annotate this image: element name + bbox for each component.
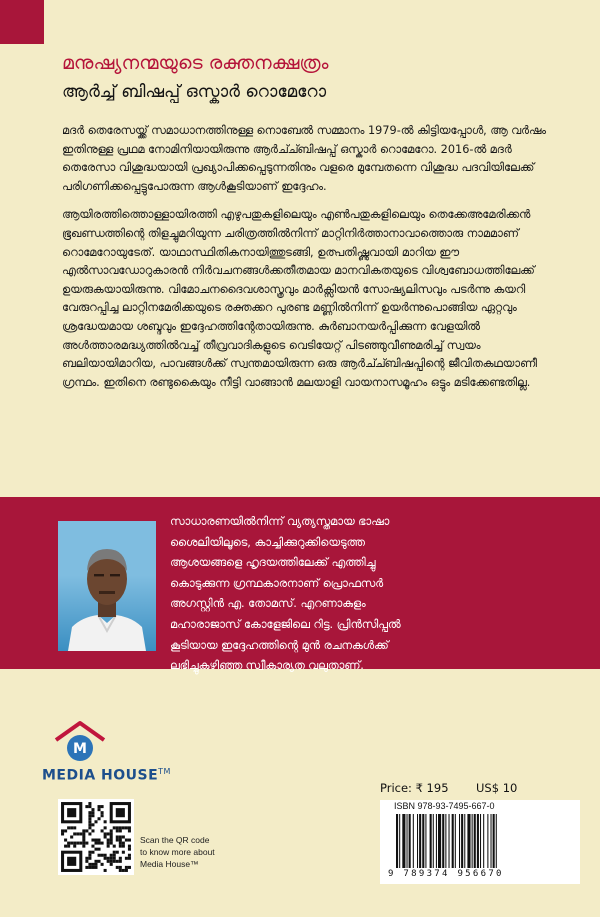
blurb-paragraph: മദർ തെരേസയ്ക്ക് സമാധാനത്തിനുള്ള നൊബേൽ സമ്മാനം 1979-ൽ കിട്ടിയപ്പോൾ, ആ വർഷം ഇതിനുള്ള പ്രഥമ നോമിനിയായിരുന്നു ആർച്ച്ബിഷപ്പ് ഒസ്കാർ റൊമേറോ. 2016-ൽ മദർ തെരേസാ വിശുദ്ധയായി പ്രഖ്യാപിക്കപ്പെടുന്നതിനും വളരെ മുമ്പേതന്നെ വിശുദ്ധ പദവിയിലേക്ക് പരിഗണിക്കപ്പെട്ടുപോരുന്ന ആൾകൂടിയാണ് ഇദ്ദേഹം. <box>62 124 547 193</box>
blurb <box>62 122 560 402</box>
trademark: TM <box>158 767 171 776</box>
author-bio-line: സാധാരണയിൽനിന്ന് വ്യത്യസ്തമായ ഭാഷാ <box>170 515 390 528</box>
qr-code[interactable] <box>58 799 134 875</box>
corner-accent <box>0 0 44 44</box>
author-bio-line: മഹാരാജാസ് കോളേജിലെ റിട്ട. പ്രിൻസിപ്പൽ <box>170 617 401 631</box>
author-bio-line: ലഭിച്ചുകഴിഞ്ഞ സ്വീകാര്യത വലുതാണ്. <box>170 659 364 673</box>
price-usd: US$ 10 <box>476 781 518 795</box>
author-bio-line: ആശയങ്ങളെ ഹൃദയത്തിലേക്ക് എത്തിച്ചു <box>170 556 376 570</box>
logo-letter: M <box>73 741 87 757</box>
qr-caption-line: Scan the QR code <box>140 835 210 845</box>
author-bio-line: കൂടിയായ ഇദ്ദേഹത്തിന്റെ മുൻ രചനകൾക്ക് <box>170 638 389 652</box>
book-title: മനുഷ്യനന്മയുടെ രക്തനക്ഷത്രം <box>62 52 329 74</box>
author-photo <box>58 521 156 651</box>
publisher-name <box>42 767 171 784</box>
isbn-digits: 9 789374 956670 <box>388 869 504 879</box>
publisher-name-text: MEDIA HOUSE <box>42 767 159 784</box>
blurb-paragraph: ആയിരത്തിത്തൊള്ളായിരത്തി എഴുപതുകളിലെയും എൺപതുകളിലെയും തെക്കേഅമേരിക്കൻ ഭൂഖണ്ഡത്തിന്റെ തിളച്ചുമറിയുന്ന ചരിത്രത്തിൽനിന്ന് മാറ്റിനിർത്താനാവാത്തൊരു നാമമാണ് റൊമേറോയുടേത്. യാഥാസ്ഥിതികനായിത്തുടങ്ങി, ഉത്പതിഷ്ണുവായി മാറിയ ഈ എൽസാവഡോറുകാരൻ നിർവചനങ്ങൾക്കതീതമായ മാനവികതയുടെ വിശ്വബോധത്തിലേക്ക് ഉയരുകയായിരുന്നു. വിമോചനദൈവശാസ്ത്രവും മാർക്സിയൻ സോഷ്യലിസവും പടർന്നു കയറി വേരുറപ്പിച്ച ലാറ്റിനമേരിക്കയുടെ രക്തക്കറ പുരണ്ട മണ്ണിൽനിന്ന് ഉയർന്നുപൊങ്ങിയ ഏറ്റവും ശ്രദ്ധേയമായ ശബ്ദവും ഇദ്ദേഹത്തിന്റേതായിരുന്നു. കുർബാനയർപ്പിക്കുന്ന വേളയിൽ അൾത്താരമദ്ധ്യത്തിൽവച്ച് തീവ്രവാദികളുടെ വെടിയേറ്റ് പിടഞ്ഞുവീണുമരിച്ച് സ്വയം ബലിയായിമാറിയ, പാവങ്ങൾക്ക് സ്വന്തമായിരുന്ന ഒരു ആർച്ച്ബിഷപ്പിന്റെ ജീവിതകഥയാണീ ഗ്രന്ഥം. ഇതിനെ രണ്ടുകൈയും നീട്ടി വാങ്ങാൻ മലയാളി വായനാസമൂഹം ഒട്ടും മടിക്കേണ്ടതില്ല. <box>62 208 537 389</box>
price-inr: Price: ₹ 195 <box>380 781 449 795</box>
isbn-barcode <box>380 800 580 884</box>
author-bio-line: അഗസ്റ്റിൻ എ. തോമസ്. എറണാകുളം <box>170 597 366 611</box>
qr-caption <box>140 834 215 870</box>
price <box>380 781 518 795</box>
qr-caption-line: to know more about <box>140 847 215 857</box>
author-bio-line: കൊടുക്കുന്ന ഗ്രന്ഥകാരനാണ് പ്രൊഫസർ <box>170 576 384 590</box>
house-icon <box>50 720 110 764</box>
book-subtitle: ആർച്ച് ബിഷപ്പ് ഒസ്കാർ റൊമേറോ <box>62 82 327 102</box>
publisher-logo <box>50 720 110 764</box>
author-bio-line: ശൈലിയിലൂടെ, കാച്ചിക്കുറുക്കിയെടുത്ത <box>170 535 365 549</box>
author-bio <box>170 512 570 677</box>
author-portrait-icon <box>58 521 156 651</box>
isbn-label: ISBN 978-93-7495-667-0 <box>394 801 495 811</box>
qr-caption-line: Media House™ <box>140 859 199 869</box>
qr-code-icon <box>58 799 134 875</box>
